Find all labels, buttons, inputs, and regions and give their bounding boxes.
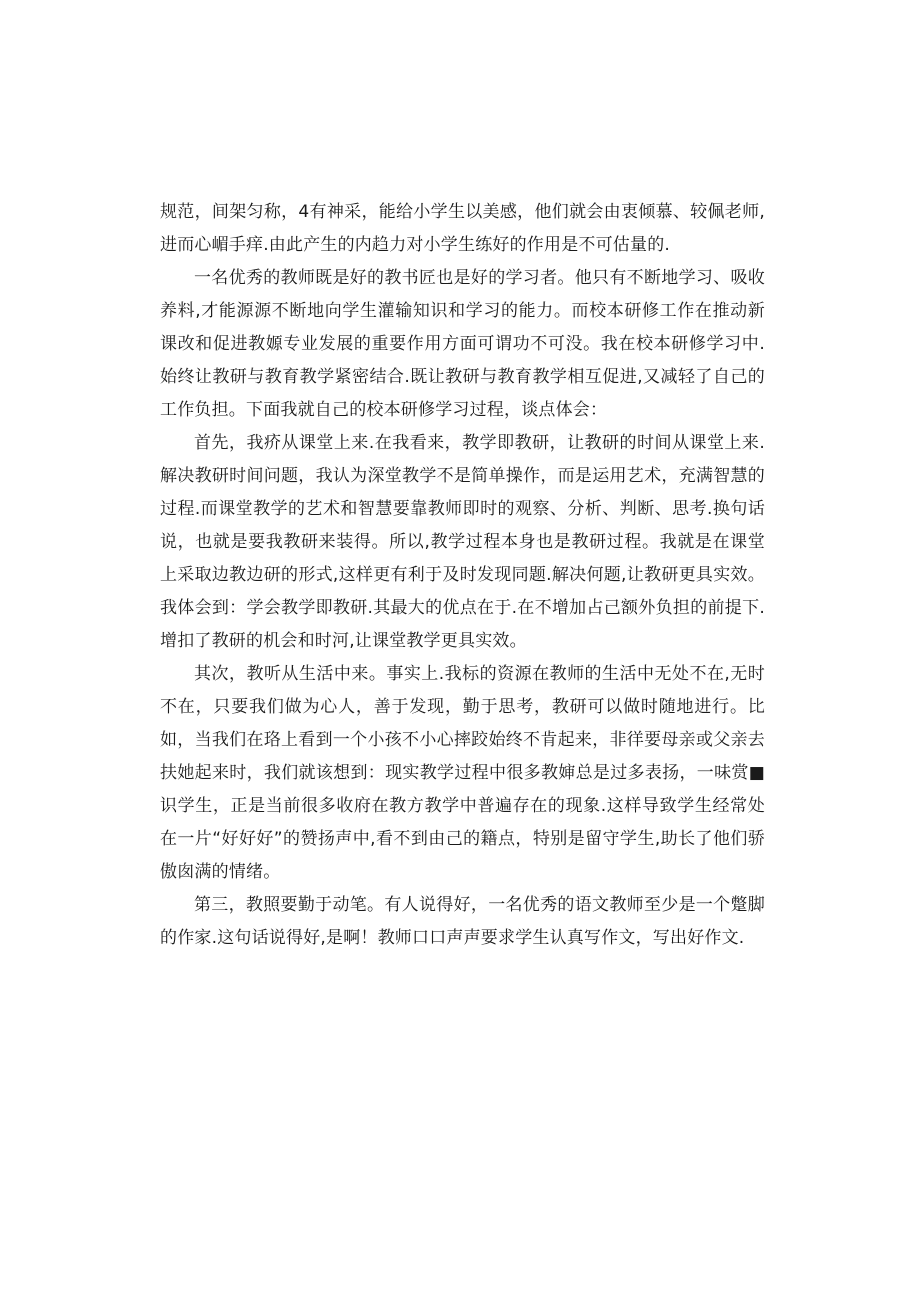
paragraph-second-point: 其次，教听从生活中来。事实上.我标的资源在教师的生活中无处不在,无时不在，只要我们做为心人，善于发现，勤于思考，教研可以做时随地进行。比如，当我们在珞上看到一个小孩不小心摔跤始终不肯起来，非徉要母亲或父亲去扶她起来时，我们就该想到：现实教学过程中很多教婶总是过多表扬，一味赏■识学生，正是当前很多收府在教方教学中普遍存在的现象.这样导致学生经常处在一片“好好好”的赞扬声中,看不到由己的籍点，特别是留守学生,助长了他们骄傲囱满的情绪。 [160,664,765,882]
paragraph-first-point: 首先，我疥从课堂上来.在我看来，教学即教研，让教研的时间从课堂上来.解决教研时间问题，我认为深堂教学不是简单操作，而是运用艺术，充满智慧的过程.而课堂教学的艺术和智慧要靠教师即时的观察、分析、判断、思考.换句话说，也就是要我教研来装得。所以,教学过程本身也是教研过程。我就是在课堂上采取边教边研的形式,这样更有利于及时发现同题.解决何题,让教研更具实效。我体会到：学会教学即教研.其最大的优点在于.在不增加占己额外负担的前提下.增扣了教研的机会和时河,让课堂教学更具实效。 [160,433,765,651]
paragraph-third-point: 第三，教照要勤于动笔。有人说得好，一名优秀的语文教师至少是一个蹩脚的作家.这句话说得好,是啊！教师口口声声要求学生认真写作文，写出好作文. [160,895,765,948]
article-body [160,196,765,955]
paragraph-teacher-learning: 一名优秀的教师既是好的教书匠也是好的学习者。他只有不断地学习、吸收养料,才能源源不断地向学生灌输知识和学习的能力。而校本研修工作在推动新课改和促进教嫄专业发展的重要作用方面可谓功不可没。我在校本研修学习中.始终让教研与教育教学紧密结合.既让教研与教育教学相互促进,又减轻了自己的工作负担。下面我就自己的校本研修学习过程，谈点体会： [160,268,765,420]
paragraph-continuation: 规范，间架匀称，4有神采，能给小学生以美感，他们就会由衷倾慕、较佩老师,进而心嵋手痒.由此产生的内趋力对小学生练好的作用是不可估量的. [160,202,765,255]
